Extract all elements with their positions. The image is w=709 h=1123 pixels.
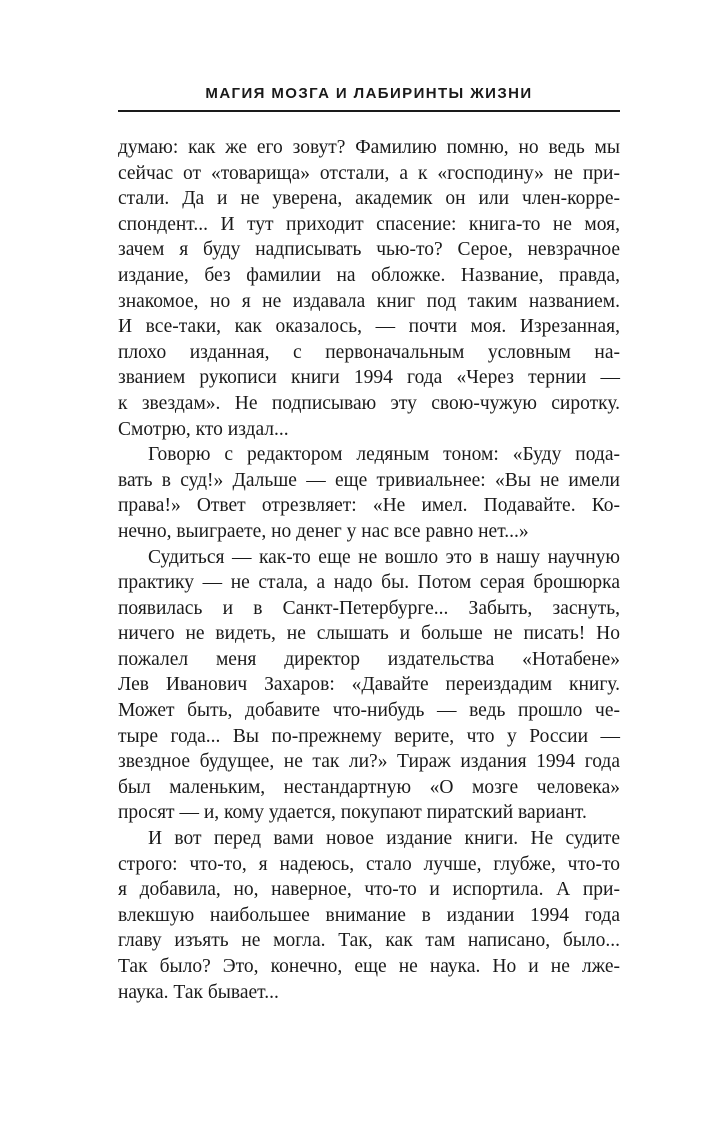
header-rule	[118, 110, 620, 112]
text-line: Лев Иванович Захаров: «Давайте переиздадим книгу.	[118, 674, 620, 696]
text-line: Говорю с редактором ледяным тоном: «Буду пода-	[148, 444, 620, 466]
text-line: строго: что-то, я надеюсь, стало лучше, глубже, что-то	[118, 853, 620, 875]
text-line: пожалел меня директор издательства «Нотабене»	[118, 648, 620, 670]
text-line: думаю: как же его зовут? Фамилию помню, но ведь мы	[118, 137, 620, 158]
body-text	[118, 135, 620, 1005]
text-line: нечно, выиграете, но денег у нас все равно нет...»	[118, 520, 529, 542]
text-line: стали. Да и не уверена, академик он или член-корре-	[118, 188, 620, 210]
text-line: сейчас от «товарища» отстали, а к «господину» не при-	[118, 162, 620, 184]
text-line: я добавила, но, наверное, что-то и испортила. А при-	[118, 879, 620, 901]
text-line: Судиться — как-то еще не вошло это в нашу научную	[148, 546, 620, 568]
text-line: Может быть, добавите что-нибудь — ведь прошло че-	[118, 700, 620, 722]
text-line: практику — не стала, а надо бы. Потом серая брошюрка	[118, 572, 620, 594]
text-line: И вот перед вами новое издание книги. Не судите	[148, 828, 620, 850]
text-line: званием рукописи книги 1994 года «Через тернии —	[118, 367, 620, 389]
text-line: спондент... И тут приходит спасение: книга-то не моя,	[118, 213, 620, 235]
running-head-title: МАГИЯ МОЗГА И ЛАБИРИНТЫ ЖИЗНИ	[205, 85, 533, 102]
text-line: знакомое, но я не издавала книг под таким названием.	[118, 290, 620, 312]
text-line: ничего не видеть, не слышать и больше не писать! Но	[118, 623, 620, 645]
text-line: главу изъять не могла. Так, как там написано, было...	[118, 930, 620, 952]
text-line: просят — и, кому удается, покупают пиратский вариант.	[118, 802, 587, 824]
text-line: наука. Так бывает...	[118, 981, 279, 1003]
text-line: права!» Ответ отрезвляет: «Не имел. Подавайте. Ко-	[118, 495, 620, 517]
text-line: плохо изданная, с первоначальным условным на-	[118, 341, 620, 363]
text-line: издание, без фамилии на обложке. Название, правда,	[118, 264, 620, 286]
text-line: тыре года... Вы по-прежнему верите, что у России —	[118, 725, 620, 747]
text-line: был маленьким, нестандартную «О мозге человека»	[118, 776, 620, 798]
text-line: появилась и в Санкт-Петербурге... Забыть, заснуть,	[118, 597, 620, 619]
text-line: влекшую наибольшее внимание в издании 1994 года	[118, 904, 620, 926]
text-line: к звездам». Не подписываю эту свою-чужую сиротку.	[118, 392, 620, 414]
text-line: вать в суд!» Дальше — еще тривиальнее: «Вы не имели	[118, 469, 620, 491]
text-line: И все-таки, как оказалось, — почти моя. Изрезанная,	[118, 316, 620, 338]
text-line: зачем я буду надписывать чью-то? Серое, невзрачное	[118, 239, 620, 261]
text-line: звездное будущее, не так ли?» Тираж издания 1994 года	[118, 751, 620, 773]
text-line: Так было? Это, конечно, еще не наука. Но и не лже-	[118, 956, 620, 977]
text-line: Смотрю, кто издал...	[118, 418, 289, 440]
